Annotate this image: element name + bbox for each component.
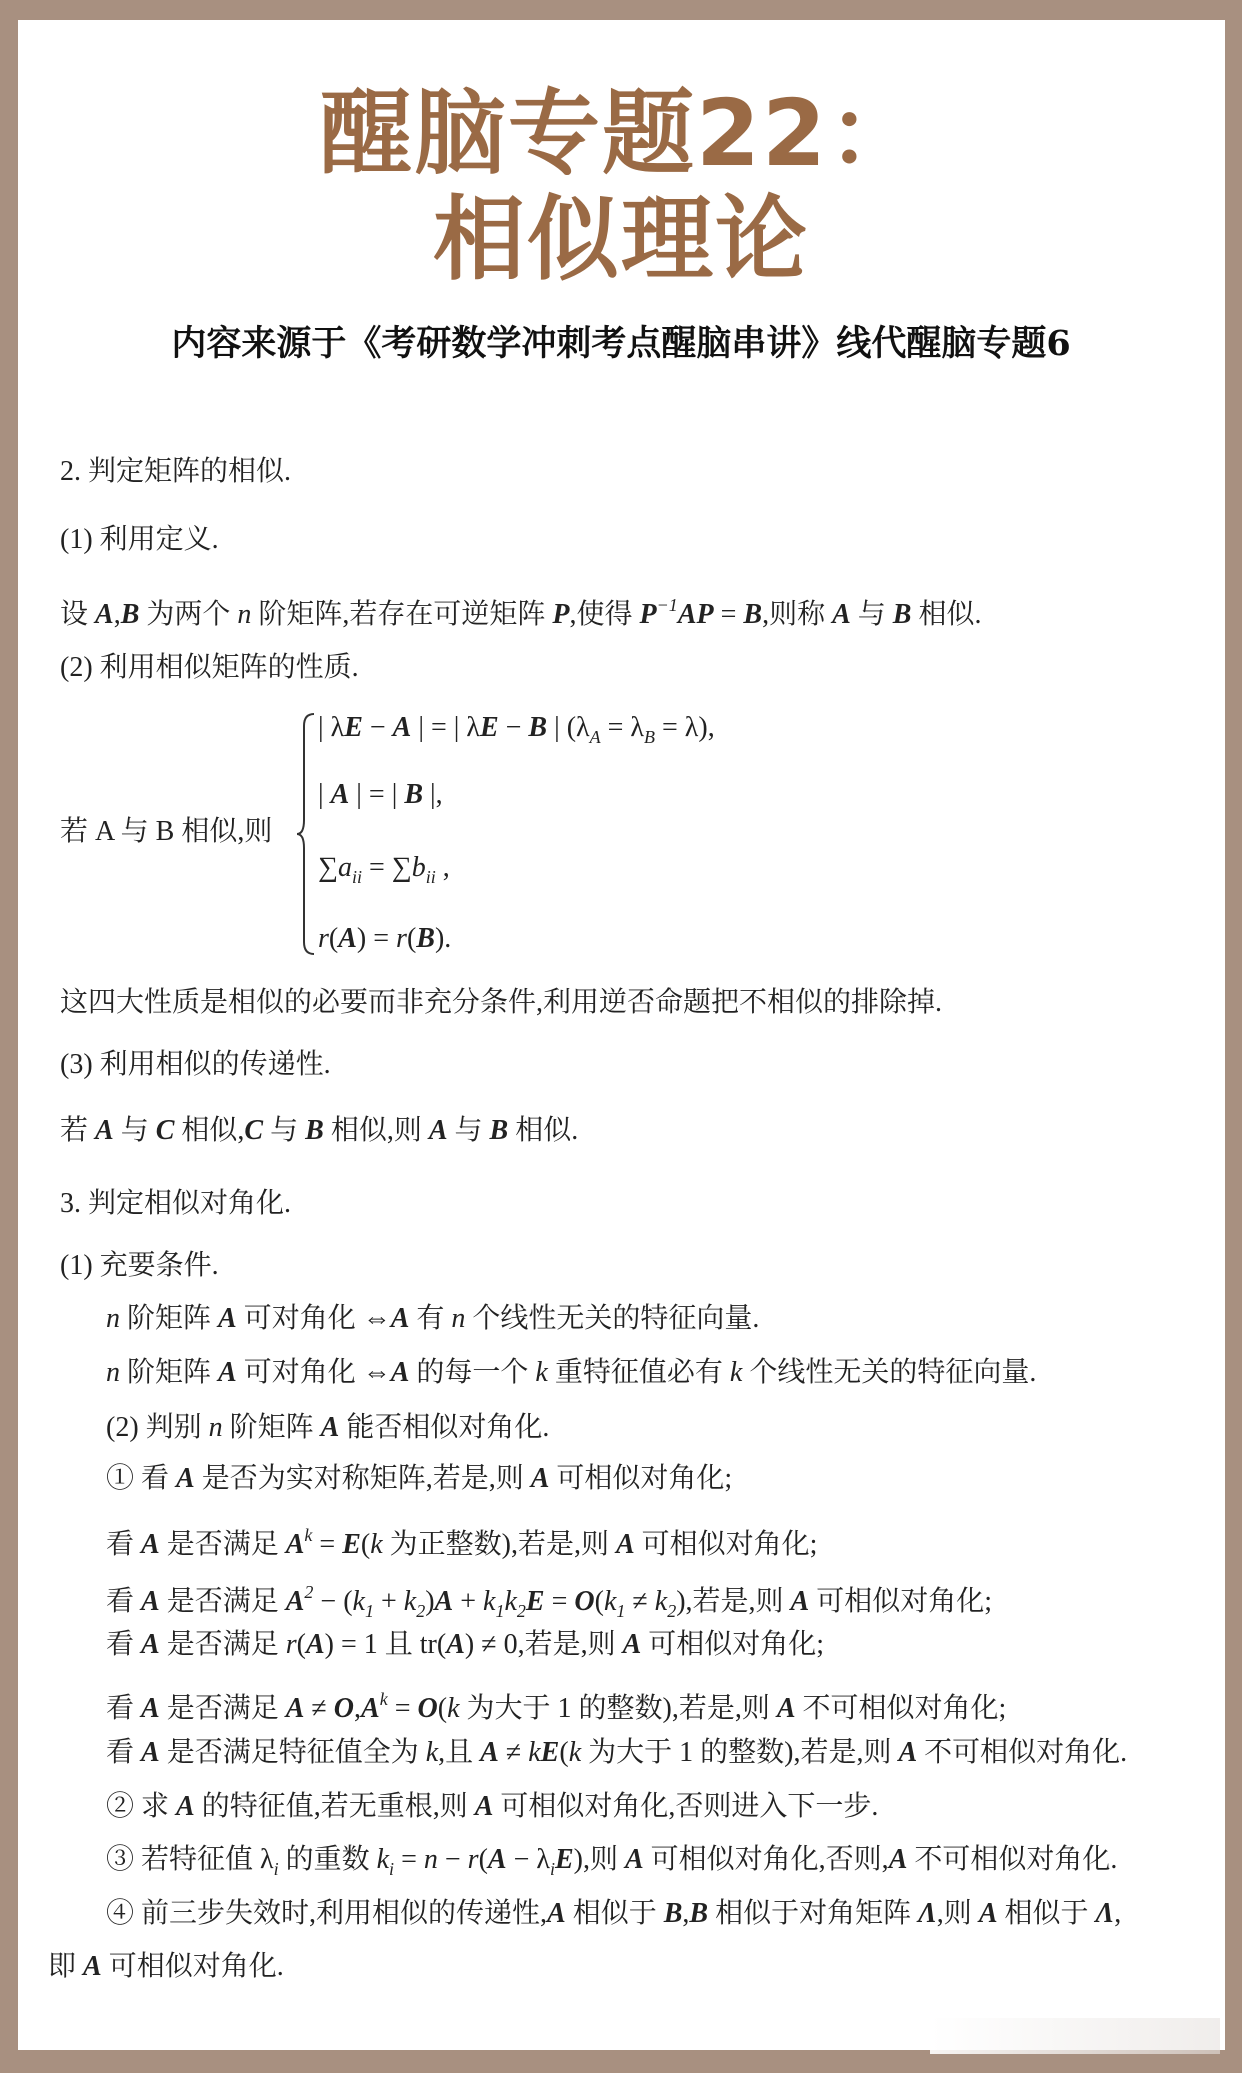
- text-segment: −: [362, 712, 393, 743]
- text-line: [106, 1302, 759, 1336]
- text-segment: +: [453, 1586, 484, 1617]
- math-symbol: Λ: [918, 1898, 937, 1929]
- math-symbol: B: [404, 779, 423, 810]
- math-symbol: P: [552, 599, 570, 630]
- text-segment: 可相似对角化;: [641, 1629, 825, 1660]
- text-segment: =: [387, 1693, 418, 1724]
- left-brace-icon: [296, 712, 318, 956]
- math-term: r: [467, 1844, 479, 1875]
- math-term: r: [396, 923, 407, 954]
- math-symbol: A: [141, 1693, 160, 1724]
- text-segment: =: [394, 1844, 424, 1875]
- title-line-1: 醒脑专题22：: [319, 80, 923, 187]
- math-symbol: A: [305, 1629, 325, 1660]
- text-line: [60, 588, 982, 632]
- math-symbol: E: [540, 1737, 560, 1768]
- text-segment: 设: [60, 599, 96, 630]
- text-segment: 为大于 1 的整数),若是,则: [459, 1693, 777, 1724]
- text-segment: 不可相似对角化.: [917, 1737, 1128, 1768]
- text-line: [60, 1048, 331, 1082]
- math-symbol: A: [218, 1303, 237, 1334]
- text-segment: (: [328, 923, 339, 954]
- text-segment: 的每一个: [409, 1357, 536, 1388]
- math-term: i: [273, 1859, 279, 1879]
- text-segment: 与: [263, 1115, 306, 1146]
- text-segment: 看: [106, 1529, 142, 1560]
- text-segment: ② 求: [106, 1791, 177, 1822]
- text-segment: |: [318, 779, 331, 810]
- math-term: ii: [351, 867, 362, 887]
- math-symbol: A: [176, 1791, 195, 1822]
- text-segment: +: [373, 1586, 404, 1617]
- text-line: [60, 523, 219, 557]
- math-term: 1: [364, 1601, 374, 1621]
- math-symbol: B: [120, 599, 140, 630]
- math-symbol: A: [434, 1586, 454, 1617]
- text-segment: ,: [113, 599, 121, 630]
- text-line: [106, 1897, 1121, 1931]
- text-segment: 的重数: [278, 1844, 377, 1875]
- text-segment: 看: [106, 1693, 142, 1724]
- text-segment: 与: [113, 1115, 156, 1146]
- math-symbol: C: [155, 1115, 175, 1146]
- text-line: [60, 455, 291, 489]
- text-segment: 可相似对角化,否则,: [643, 1844, 889, 1875]
- text-segment: 若: [60, 1115, 96, 1146]
- text-segment: 阶矩阵: [222, 1412, 321, 1443]
- text-line: [60, 1114, 578, 1148]
- math-symbol: A: [622, 1629, 642, 1660]
- text-segment: 看: [106, 1629, 142, 1660]
- text-segment: ≠: [304, 1693, 334, 1724]
- text-segment: 是否满足: [159, 1693, 286, 1724]
- text-segment: 个线性无关的特征向量.: [465, 1303, 760, 1334]
- text-segment: 相似于: [565, 1898, 664, 1929]
- math-symbol: A: [141, 1586, 160, 1617]
- text-segment: (: [594, 1586, 604, 1617]
- math-term: 2: [516, 1601, 526, 1621]
- text-segment: =: [312, 1529, 343, 1560]
- math-symbol: A: [978, 1898, 998, 1929]
- text-segment: (3) 利用相似的传递性.: [60, 1049, 331, 1080]
- math-symbol: A: [338, 923, 357, 954]
- math-symbol: O: [574, 1586, 595, 1617]
- math-symbol: A: [83, 1951, 102, 1982]
- text-segment: 相似于对角矩阵: [708, 1898, 919, 1929]
- math-term: k: [603, 1586, 617, 1617]
- text-segment: 可相似对角化.: [101, 1951, 284, 1982]
- text-segment: 个线性无关的特征向量.: [742, 1357, 1037, 1388]
- text-segment: 与: [850, 599, 893, 630]
- math-symbol: B: [416, 923, 435, 954]
- text-segment: ,: [682, 1898, 690, 1929]
- text-line: [106, 1356, 1036, 1390]
- text-segment: 不可相似对角化;: [795, 1693, 1007, 1724]
- text-segment: 阶矩阵: [120, 1303, 219, 1334]
- text-segment: 与: [447, 1115, 490, 1146]
- math-term: n: [106, 1303, 120, 1334]
- text-segment: 是否满足: [159, 1586, 286, 1617]
- math-term: n: [106, 1357, 120, 1388]
- math-symbol: E: [525, 1586, 545, 1617]
- text-line: [318, 851, 450, 894]
- text-segment: ,: [354, 1693, 362, 1724]
- text-segment: 可相似对角化,否则进入下一步.: [493, 1791, 879, 1822]
- text-segment: (: [406, 923, 417, 954]
- math-term: k: [729, 1357, 743, 1388]
- text-segment: 是否满足: [159, 1529, 286, 1560]
- math-term: k: [379, 1689, 388, 1709]
- math-symbol: A: [285, 1693, 305, 1724]
- text-segment: ).: [434, 923, 452, 954]
- text-segment: ) ≠ 0,若是,则: [464, 1629, 623, 1660]
- math-term: k: [376, 1844, 390, 1875]
- text-segment: 可相似对角化;: [634, 1529, 818, 1560]
- text-line: [106, 1575, 992, 1628]
- math-term: 1: [495, 1601, 505, 1621]
- math-symbol: A: [392, 712, 412, 743]
- text-segment: 相似,: [174, 1115, 245, 1146]
- math-term: A: [589, 727, 601, 747]
- text-segment: ① 看: [106, 1463, 177, 1494]
- text-line: [318, 711, 715, 754]
- text-segment: (2) 利用相似矩阵的性质.: [60, 652, 359, 683]
- math-symbol: A: [446, 1629, 465, 1660]
- text-segment: 看: [106, 1737, 142, 1768]
- text-line: [60, 986, 942, 1020]
- text-segment: ≠: [498, 1737, 529, 1768]
- text-line: [106, 1790, 878, 1824]
- text-segment: ) =: [356, 923, 397, 954]
- text-line: [48, 1950, 284, 1984]
- text-segment: (: [478, 1844, 488, 1875]
- math-term: k: [654, 1586, 668, 1617]
- math-symbol: E: [342, 1529, 361, 1560]
- text-line: [106, 1411, 549, 1445]
- math-symbol: A: [390, 1303, 410, 1334]
- math-symbol: A: [141, 1629, 160, 1660]
- math-term: n: [451, 1303, 466, 1334]
- text-segment: ④ 前三步失效时,利用相似的传递性,: [106, 1898, 548, 1929]
- math-term: n: [208, 1412, 223, 1443]
- text-segment: ,则: [936, 1898, 979, 1929]
- text-line: [106, 1628, 824, 1662]
- text-segment: 是否满足: [159, 1629, 286, 1660]
- math-term: n: [423, 1844, 438, 1875]
- math-symbol: A: [530, 1463, 550, 1494]
- text-segment: 能否相似对角化.: [339, 1412, 550, 1443]
- math-symbol: A: [480, 1737, 499, 1768]
- text-segment: =: [713, 599, 744, 630]
- text-segment: −: [437, 1844, 468, 1875]
- text-segment: 可相似对角化;: [549, 1463, 733, 1494]
- text-segment: ,: [1114, 1898, 1122, 1929]
- text-segment: − (: [313, 1586, 353, 1617]
- math-symbol: P: [639, 599, 657, 630]
- math-symbol: A: [624, 1844, 644, 1875]
- text-line: [60, 1249, 219, 1283]
- math-symbol: B: [528, 712, 548, 743]
- text-segment: (2) 判别: [106, 1412, 209, 1443]
- math-term: n: [237, 599, 252, 630]
- subtitle: 内容来源于《考研数学冲刺考点醒脑串讲》线代醒脑专题6: [171, 323, 1071, 364]
- math-symbol: O: [417, 1693, 438, 1724]
- text-segment: 可相似对角化;: [809, 1586, 992, 1617]
- math-term: k: [447, 1693, 460, 1724]
- text-segment: 为正整数),若是,则: [382, 1529, 616, 1560]
- math-symbol: A: [474, 1791, 494, 1822]
- math-symbol: A: [615, 1529, 635, 1560]
- text-segment: (: [296, 1629, 306, 1660]
- text-segment: 阶矩阵: [120, 1357, 219, 1388]
- text-segment: 为大于 1 的整数),若是,则: [581, 1737, 899, 1768]
- math-symbol: A: [390, 1357, 410, 1388]
- math-symbol: B: [743, 599, 763, 630]
- math-term: b: [411, 852, 426, 883]
- math-symbol: A: [141, 1529, 160, 1560]
- math-term: r: [285, 1629, 297, 1660]
- math-term: 1: [616, 1601, 626, 1621]
- text-segment: 有: [409, 1303, 452, 1334]
- watermark: [930, 2018, 1220, 2054]
- math-symbol: A: [547, 1898, 566, 1929]
- text-line: [318, 922, 451, 956]
- text-line: [318, 778, 443, 812]
- text-segment: |,: [423, 779, 443, 810]
- math-term: 2: [416, 1601, 426, 1621]
- math-term: B: [644, 727, 655, 747]
- brace-label: 若 A 与 B 相似,则: [60, 816, 273, 847]
- math-term: k: [483, 1586, 496, 1617]
- math-symbol: E: [344, 712, 363, 743]
- text-segment: = λ),: [655, 712, 715, 743]
- text-segment: (1) 利用定义.: [60, 524, 219, 555]
- text-line: [60, 651, 359, 685]
- math-symbol: AP: [677, 599, 714, 630]
- math-symbol: A: [428, 1115, 448, 1146]
- math-term: k: [535, 1357, 548, 1388]
- text-segment: 相似.: [508, 1115, 579, 1146]
- math-symbol: A: [218, 1357, 237, 1388]
- text-segment: ∑: [318, 852, 338, 883]
- math-symbol: A: [95, 1115, 114, 1146]
- text-line: [106, 1518, 817, 1562]
- text-segment: 为两个: [139, 599, 238, 630]
- text-segment: 不可相似对角化.: [907, 1844, 1118, 1875]
- math-term: ii: [425, 867, 436, 887]
- math-symbol: E: [554, 1844, 574, 1875]
- text-segment: | λ: [318, 712, 345, 743]
- math-symbol: B: [305, 1115, 324, 1146]
- math-symbol: A: [790, 1586, 810, 1617]
- text-segment: 是否为实对称矩阵,若是,则: [194, 1463, 531, 1494]
- math-symbol: O: [333, 1693, 355, 1724]
- math-symbol: C: [244, 1115, 264, 1146]
- math-symbol: A: [330, 779, 350, 810]
- text-line: [106, 1843, 1117, 1886]
- text-segment: 的特征值,若无重根,则: [194, 1791, 475, 1822]
- text-segment: (1) 充要条件.: [60, 1250, 219, 1281]
- text-segment: | = | λ: [411, 712, 480, 743]
- text-segment: | = |: [349, 779, 405, 810]
- math-symbol: B: [689, 1898, 709, 1929]
- math-symbol: B: [892, 599, 912, 630]
- math-term: k: [304, 1525, 313, 1545]
- math-term: k: [528, 1737, 541, 1768]
- text-segment: ,使得: [569, 599, 640, 630]
- title-line-2: 相似理论: [432, 186, 809, 293]
- text-segment: 可对角化 ⇔: [236, 1357, 391, 1388]
- text-segment: ,则称: [762, 599, 833, 630]
- text-segment: = λ: [600, 712, 644, 743]
- text-line: [106, 1462, 732, 1496]
- text-segment: 是否满足特征值全为: [159, 1737, 426, 1768]
- text-segment: (: [437, 1693, 448, 1724]
- text-segment: (: [559, 1737, 569, 1768]
- math-symbol: B: [489, 1115, 509, 1146]
- text-segment: ),若是,则: [676, 1586, 791, 1617]
- math-term: −1: [656, 595, 678, 615]
- math-term: a: [337, 852, 352, 883]
- math-term: i: [389, 1859, 395, 1879]
- text-segment: (: [360, 1529, 371, 1560]
- math-term: k: [370, 1529, 383, 1560]
- text-segment: 即: [48, 1951, 84, 1982]
- math-symbol: A: [320, 1412, 340, 1443]
- text-segment: −: [498, 712, 529, 743]
- text-segment: ③ 若特征值 λ: [106, 1844, 274, 1875]
- text-segment: 阶矩阵,若存在可逆矩阵: [251, 599, 553, 630]
- math-term: 2: [667, 1601, 677, 1621]
- text-segment: | (λ: [547, 712, 590, 743]
- math-term: k: [425, 1737, 439, 1768]
- text-segment: 相似,则: [323, 1115, 429, 1146]
- math-symbol: A: [285, 1529, 305, 1560]
- math-symbol: A: [176, 1463, 195, 1494]
- text-segment: 看: [106, 1586, 142, 1617]
- text-segment: 相似于: [997, 1898, 1096, 1929]
- text-line: [106, 1736, 1127, 1770]
- text-segment: ) = 1 且 tr(: [324, 1629, 447, 1660]
- text-segment: =: [544, 1586, 575, 1617]
- text-line: [106, 1682, 1006, 1726]
- text-segment: 2. 判定矩阵的相似.: [60, 456, 292, 487]
- text-segment: = ∑: [361, 852, 412, 883]
- text-segment: ,: [435, 852, 450, 883]
- text-segment: ≠: [625, 1586, 655, 1617]
- math-symbol: A: [285, 1586, 305, 1617]
- math-symbol: Λ: [1095, 1898, 1115, 1929]
- math-symbol: A: [141, 1737, 160, 1768]
- text-segment: ): [425, 1586, 435, 1617]
- math-term: k: [504, 1586, 517, 1617]
- math-term: 2: [304, 1582, 314, 1602]
- math-symbol: A: [832, 599, 851, 630]
- text-segment: 3. 判定相似对角化.: [60, 1188, 292, 1219]
- math-symbol: B: [663, 1898, 683, 1929]
- math-symbol: A: [888, 1844, 908, 1875]
- text-segment: − λ: [506, 1844, 550, 1875]
- text-segment: 重特征值必有: [547, 1357, 730, 1388]
- math-term: k: [352, 1586, 365, 1617]
- math-symbol: A: [487, 1844, 507, 1875]
- math-term: k: [568, 1737, 582, 1768]
- text-segment: ,且: [438, 1737, 481, 1768]
- math-symbol: A: [361, 1693, 380, 1724]
- text-segment: 这四大性质是相似的必要而非充分条件,利用逆否命题把不相似的排除掉.: [60, 987, 943, 1018]
- text-segment: 相似.: [911, 599, 982, 630]
- text-line: [60, 1187, 291, 1221]
- math-symbol: A: [776, 1693, 796, 1724]
- math-symbol: E: [479, 712, 499, 743]
- text-segment: 可对角化 ⇔: [236, 1303, 391, 1334]
- math-symbol: A: [898, 1737, 918, 1768]
- math-term: i: [549, 1859, 555, 1879]
- math-term: r: [318, 923, 329, 954]
- math-symbol: A: [95, 599, 114, 630]
- text-segment: ),则: [573, 1844, 625, 1875]
- math-term: k: [403, 1586, 417, 1617]
